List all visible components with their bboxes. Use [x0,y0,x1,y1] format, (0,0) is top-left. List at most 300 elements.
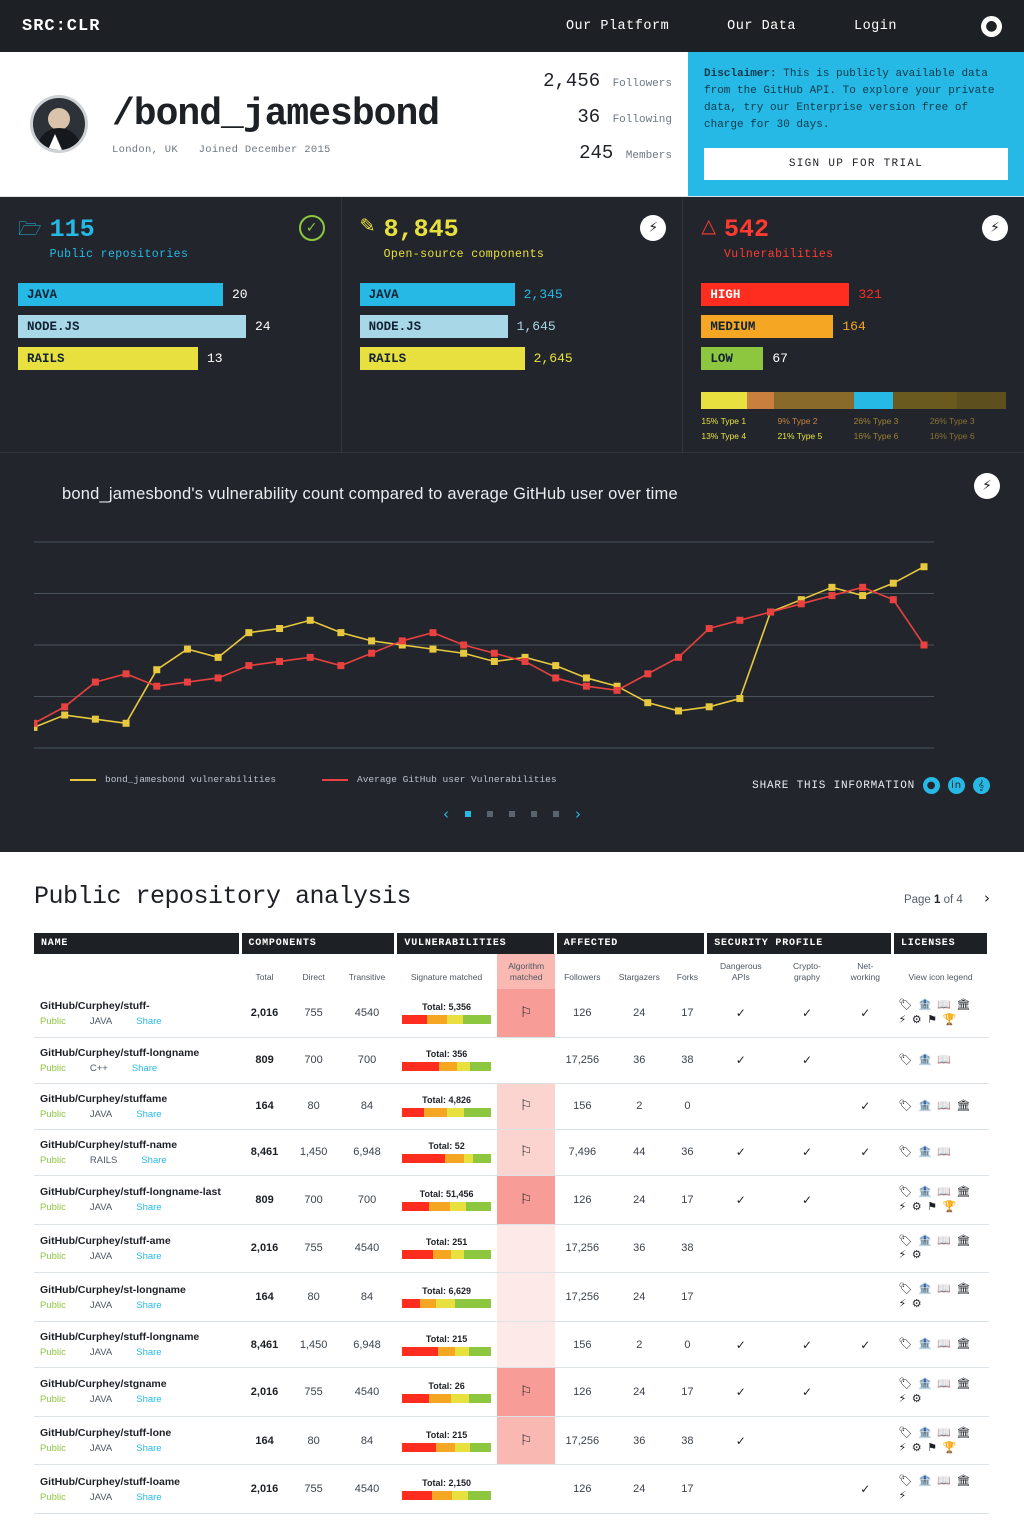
license-flag-icon: ⚑ [927,1199,938,1213]
vulnerability-severity-bar [402,1299,491,1308]
profile-stats [478,52,688,196]
license-tag-icon: 🏷 [898,998,914,1012]
carousel-dot[interactable] [531,811,537,817]
vulnerabilities-signature-cell [396,1175,497,1224]
visibility-label: Public [40,1347,66,1358]
license-bank-icon: 🏦 [917,1184,933,1198]
vulnerability-severity-bar [402,1108,491,1117]
github-icon[interactable]: ● [981,16,1002,37]
bar-value: 1,645 [516,319,556,334]
affected-forks: 38 [669,1224,706,1273]
panel-vulns-label: Vulnerabilities [723,248,834,261]
table-sub-header-row [34,954,989,989]
flag-icon: ⚐ [519,1191,533,1208]
check-icon: ✓ [860,1099,871,1114]
check-icon: ✓ [860,1482,871,1497]
sub-total: Total [255,971,274,982]
components-total: 8,461 [240,1322,289,1368]
bar-label: NODE.JS [18,315,246,338]
sub-followers: Followers [564,971,601,982]
sub-forks: Forks [676,971,699,982]
panel-public-repositories [0,197,342,452]
security-cell [838,1273,892,1322]
share-link[interactable]: Share [131,1062,158,1074]
visibility-label: Public [40,1062,66,1074]
visibility-label: Public [40,1491,66,1503]
sub-networking: Net-working [850,961,880,982]
repository-name-cell[interactable] [34,1273,240,1322]
components-direct: 80 [289,1416,338,1465]
seg-legend-item: 16% Type 6 [929,431,975,441]
security-cell [776,1322,838,1368]
vulnerabilities-signature-cell [396,1368,497,1417]
licenses-cell [893,1368,989,1417]
share-link[interactable]: Share [136,1108,162,1120]
security-cell [838,1465,892,1514]
sub-dangerous-apis: Dangerous APIs [719,961,762,982]
security-cell [838,1175,892,1224]
visibility-label: Public [40,1394,66,1406]
affected-followers: 156 [555,1322,609,1368]
vulnerabilities-signature-cell [396,1129,497,1175]
license-book-icon: 📖 [937,1184,952,1198]
language-label: RAILS [89,1154,118,1166]
panel-components-count: 8,845 [383,215,459,244]
stat-members [478,142,672,164]
disclaimer-text: This is publicly available data from the GitHub API. To explore your private data, try our Enterprise version free of charge for 30 days. [704,68,995,132]
vulnerabilities-signature-cell [396,1322,497,1368]
seg-legend-item: 15% Type 1 [701,416,747,426]
stat-followers [478,70,672,92]
vulnerabilities-signature-cell [396,1465,497,1514]
license-tag-icon: 🏷 [898,1184,914,1198]
repository-name: GitHub/Curphey/st-longname [40,1283,186,1296]
carousel-dot[interactable] [487,811,493,817]
col-group-licenses: LICENSES [893,933,989,954]
sub-blank [34,954,240,989]
share-label: SHARE THIS INFORMATION [752,779,915,792]
bar-row [18,347,323,370]
license-bolt-icon: ⚡ [898,1013,908,1027]
seg-legend-item: 9% Type 2 [777,416,818,426]
col-group-vulnerabilities: VULNERABILITIES [396,933,555,954]
share-link[interactable]: Share [136,1015,162,1027]
repository-name-cell[interactable] [34,989,240,1037]
license-museum-icon: 🏛 [956,1377,972,1390]
license-trophy-icon: 🏆 [942,1199,958,1213]
legend-swatch [70,779,96,781]
repository-name: GitHub/Curphey/stuff-loame [40,1475,181,1488]
components-transitive: 4540 [338,1465,396,1514]
legend-label: bond_jamesbond vulnerabilities [105,774,277,785]
repository-name-cell[interactable] [34,1368,240,1417]
seg-legend-item: 16% Type 6 [853,431,899,441]
page-current: 1 [934,894,941,906]
licenses-cell [893,1465,989,1514]
flag-icon: ⚐ [519,1098,533,1115]
vulnerabilities-total: Total: 4,826 [422,1095,471,1106]
security-cell [776,1273,838,1322]
security-cell [776,1037,838,1083]
panel-components-label: Open-source components [383,248,545,261]
license-book-icon: 📖 [937,1282,952,1296]
vulnerabilities-total: Total: 215 [425,1429,468,1440]
components-direct: 755 [289,1368,338,1417]
license-book-icon: 📖 [937,1425,952,1439]
panel-vulnerabilities [683,197,1024,452]
bar-label: RAILS [360,347,525,370]
security-cell [706,1129,776,1175]
vulnerabilities-signature-cell [396,1416,497,1465]
repository-name-cell[interactable] [34,1129,240,1175]
license-bank-icon: 🏦 [917,1282,933,1296]
share-link[interactable]: Share [136,1299,162,1311]
licenses-cell [893,1273,989,1322]
carousel-dot[interactable] [509,811,515,817]
bar-value: 2,645 [533,351,573,366]
legend-item-average [322,774,557,785]
carousel-prev-button[interactable]: ‹ [443,805,449,823]
components-transitive: 84 [338,1416,396,1465]
license-bolt-icon: ⚡ [898,1248,908,1262]
bar-value: 321 [858,287,882,302]
license-trophy-icon: 🏆 [942,1440,958,1454]
twitter-icon[interactable]: 𝄞 [973,777,990,794]
components-direct: 755 [289,1465,338,1514]
panel-components-bars [360,283,665,370]
pagination-info [904,889,990,907]
license-tag-icon: 🏷 [898,1233,914,1247]
security-cell [838,1416,892,1465]
bar-label: MEDIUM [701,315,833,338]
components-direct: 1,450 [289,1129,338,1175]
share-link[interactable]: Share [136,1491,162,1503]
table-row[interactable] [34,1465,989,1514]
check-icon: ✓ [860,1006,871,1021]
check-icon: ✓ [860,1337,871,1352]
license-bank-icon: 🏦 [917,1377,933,1390]
page-title: /bond_jamesbond [112,92,440,136]
seg-legend-item: 21% Type 5 [777,431,823,441]
bar-label: NODE.JS [360,315,508,338]
summary-panels [0,197,1024,452]
table-group-header-row [34,933,989,954]
table-row[interactable] [34,1175,989,1224]
table-row[interactable] [34,1416,989,1465]
affected-forks: 0 [669,1322,706,1368]
bar-row [360,283,665,306]
security-cell [838,1037,892,1083]
license-museum-icon: 🏛 [956,1282,972,1296]
affected-stargazers: 36 [609,1224,669,1273]
flag-icon: ⚐ [519,1144,533,1161]
components-total: 2,016 [240,1224,289,1273]
affected-forks: 17 [669,989,706,1037]
check-icon: ✓ [735,1053,746,1068]
table-row[interactable] [34,1037,989,1083]
license-gear-icon: ⚙ [911,1199,923,1213]
components-direct: 80 [289,1083,338,1129]
share-link[interactable]: Share [141,1154,167,1166]
components-transitive: 700 [338,1037,396,1083]
affected-stargazers: 24 [609,1175,669,1224]
components-total: 2,016 [240,1465,289,1514]
security-cell [706,1224,776,1273]
share-link[interactable]: Share [136,1443,162,1455]
vulnerability-type-bar [701,392,1006,409]
affected-stargazers: 36 [609,1416,669,1465]
license-tag-icon: 🏷 [898,1425,914,1439]
profile-header [0,52,1024,197]
license-museum-icon: 🏛 [956,1425,972,1439]
github-icon[interactable]: ● [923,777,940,794]
security-cell [776,1465,838,1514]
repository-table [34,933,990,1514]
panel-vulns-count: 542 [723,215,769,244]
language-label: JAVA [89,1015,113,1027]
components-transitive: 84 [338,1273,396,1322]
carousel-dot[interactable] [553,811,559,817]
check-icon: ✓ [801,1192,812,1207]
stat-following [478,106,672,128]
share-bar [752,777,990,794]
vulnerabilities-total: Total: 6,629 [422,1286,471,1297]
security-cell [776,1368,838,1417]
check-icon: ✓ [801,1053,812,1068]
licenses-cell [893,1083,989,1129]
disclaimer-prefix: Disclaimer: [704,68,777,80]
vulnerability-severity-bar [402,1154,491,1163]
bar-row [18,283,323,306]
warning-icon: △ [701,215,716,237]
security-cell [706,1465,776,1514]
affected-forks: 38 [669,1037,706,1083]
security-cell [838,1368,892,1417]
bar-label: LOW [701,347,763,370]
repository-name-cell[interactable] [34,1083,240,1129]
vulnerability-severity-bar [402,1443,491,1452]
license-bank-icon: 🏦 [917,1053,933,1067]
panel-repos-label: Public repositories [49,248,189,261]
table-row[interactable] [34,1083,989,1129]
bolt-icon[interactable]: ⚡ [640,215,666,241]
components-transitive: 4540 [338,1224,396,1273]
vulnerability-severity-bar [402,1202,491,1211]
brand-logo[interactable]: SRC:CLR [22,16,101,36]
bolt-icon[interactable]: ⚡ [974,473,1000,499]
security-cell [838,989,892,1037]
license-book-icon: 📖 [937,998,952,1012]
components-direct: 700 [289,1037,338,1083]
components-total: 164 [240,1273,289,1322]
repository-name-cell[interactable] [34,1037,240,1083]
repository-name: GitHub/Curphey/stuff-name [40,1138,178,1151]
sub-stargazers: Stargazers [618,971,660,982]
bar-label: JAVA [360,283,515,306]
share-link[interactable]: Share [136,1394,162,1406]
bar-value: 2,345 [523,287,563,302]
bar-row [360,315,665,338]
nav-link-data[interactable]: Our Data [727,18,796,34]
sub-direct: Direct [302,971,325,982]
bar-value: 67 [772,351,788,366]
vulnerability-severity-bar [402,1062,491,1071]
license-bank-icon: 🏦 [917,1425,933,1439]
repository-name-cell[interactable] [34,1465,240,1514]
check-icon: ✓ [735,1337,746,1352]
language-label: JAVA [89,1202,113,1214]
vulnerabilities-signature-cell [396,1083,497,1129]
algorithm-matched-cell [497,1175,555,1224]
bar-label: RAILS [18,347,198,370]
vulnerabilities-total: Total: 251 [425,1237,468,1248]
repository-name-cell[interactable] [34,1322,240,1368]
table-row[interactable] [34,1273,989,1322]
licenses-cell [893,1129,989,1175]
license-bank-icon: 🏦 [917,1474,933,1488]
language-label: JAVA [89,1491,113,1503]
license-book-icon: 📖 [937,1233,952,1247]
nav-link-platform[interactable]: Our Platform [565,18,670,34]
sign-up-trial-button[interactable]: SIGN UP FOR TRIAL [704,148,1008,180]
check-icon: ✓ [735,1433,746,1448]
view-icon-legend-link[interactable]: View icon legend [908,971,973,982]
chart-pagination [34,805,990,823]
share-link[interactable]: Share [136,1250,162,1262]
stat-members-value: 245 [579,142,614,164]
table-row[interactable] [34,1224,989,1273]
flag-icon: ⚐ [519,1432,533,1449]
vulnerabilities-signature-cell [396,1224,497,1273]
share-link[interactable]: Share [136,1202,162,1214]
license-gear-icon: ⚙ [911,1391,923,1405]
license-flag-icon: ⚑ [927,1013,938,1027]
license-museum-icon: 🏛 [956,1184,972,1198]
license-tag-icon: 🏷 [898,1053,914,1067]
license-book-icon: 📖 [937,1053,952,1067]
license-bolt-icon: ⚡ [898,1489,908,1503]
sub-algorithm-matched: Algorithm matched [497,954,555,989]
carousel-dot[interactable] [465,811,471,817]
licenses-cell [893,1224,989,1273]
check-icon: ✓ [801,1384,812,1399]
affected-forks: 17 [669,1175,706,1224]
linkedin-icon[interactable]: in [948,777,965,794]
license-bank-icon: 🏦 [917,998,933,1012]
security-cell [706,1273,776,1322]
licenses-cell [893,1322,989,1368]
check-icon: ✓ [735,1192,746,1207]
security-cell [776,1129,838,1175]
check-icon: ✓ [735,1006,746,1021]
license-tag-icon: 🏷 [898,1474,914,1488]
sub-transitive: Transitive [348,971,386,982]
legend-label: Average GitHub user Vulnerabilities [357,774,557,785]
nav-link-login[interactable]: Login [853,18,897,34]
table-row[interactable] [34,1322,989,1368]
profile-identity [0,52,478,196]
language-label: JAVA [89,1347,113,1358]
affected-followers: 126 [555,1368,609,1417]
license-bank-icon: 🏦 [917,1337,933,1351]
license-gear-icon: ⚙ [911,1013,923,1027]
affected-stargazers: 36 [609,1037,669,1083]
components-direct: 700 [289,1175,338,1224]
license-bolt-icon: ⚡ [898,1440,908,1454]
visibility-label: Public [40,1015,66,1027]
security-cell [838,1083,892,1129]
components-total: 809 [240,1037,289,1083]
bar-value: 13 [207,351,223,366]
repo-icon: 🗁 [18,218,42,240]
carousel-next-button[interactable]: › [575,805,581,823]
table-row[interactable] [34,989,989,1037]
license-bolt-icon: ⚡ [898,1199,908,1213]
affected-forks: 0 [669,1083,706,1129]
chevron-right-icon[interactable]: › [984,889,990,907]
visibility-label: Public [40,1443,66,1455]
vulnerabilities-total: Total: 26 [428,1380,465,1391]
check-icon: ✓ [299,215,325,241]
table-row[interactable] [34,1368,989,1417]
section-title: Public repository analysis [34,882,412,911]
visibility-label: Public [40,1154,66,1166]
security-cell [838,1322,892,1368]
license-book-icon: 📖 [937,1474,952,1488]
affected-followers: 7,496 [555,1129,609,1175]
components-total: 2,016 [240,1368,289,1417]
vulnerability-type-legend [701,416,1006,446]
panel-repos-bars [18,283,323,370]
repository-name: GitHub/Curphey/stuff-longname [40,1331,200,1343]
affected-forks: 36 [669,1129,706,1175]
panel-vulns-bars [701,283,1006,370]
repository-name-cell[interactable] [34,1175,240,1224]
affected-forks: 17 [669,1368,706,1417]
license-bolt-icon: ⚡ [898,1391,908,1405]
sub-signature-matched: Signature matched [410,971,483,982]
security-cell [706,1368,776,1417]
share-link[interactable]: Share [136,1347,162,1358]
components-total: 164 [240,1416,289,1465]
components-transitive: 4540 [338,989,396,1037]
pencil-icon: ✎ [359,215,376,237]
seg-legend-item: 26% Type 3 [853,416,899,426]
bolt-icon[interactable]: ⚡ [982,215,1008,241]
repository-name: GitHub/Curphey/stuff- [40,999,150,1012]
language-label: C++ [89,1062,108,1074]
panel-open-source-components [342,197,684,452]
chart-title: bond_jamesbond's vulnerability count compared to average GitHub user over time [62,485,678,503]
affected-stargazers: 24 [609,1368,669,1417]
table-row[interactable] [34,1129,989,1175]
vulnerabilities-total: Total: 356 [425,1049,468,1060]
license-tag-icon: 🏷 [898,1337,914,1351]
security-cell [776,1224,838,1273]
repository-name: GitHub/Curphey/stuff-longname [40,1046,200,1059]
repository-name-cell[interactable] [34,1224,240,1273]
vulnerabilities-signature-cell [396,1037,497,1083]
security-cell [706,1322,776,1368]
components-direct: 755 [289,1224,338,1273]
affected-forks: 17 [669,1273,706,1322]
chart-svg [34,532,934,762]
security-cell [706,1037,776,1083]
affected-followers: 156 [555,1083,609,1129]
components-transitive: 84 [338,1083,396,1129]
repository-name-cell[interactable] [34,1416,240,1465]
bar-label: JAVA [18,283,223,306]
